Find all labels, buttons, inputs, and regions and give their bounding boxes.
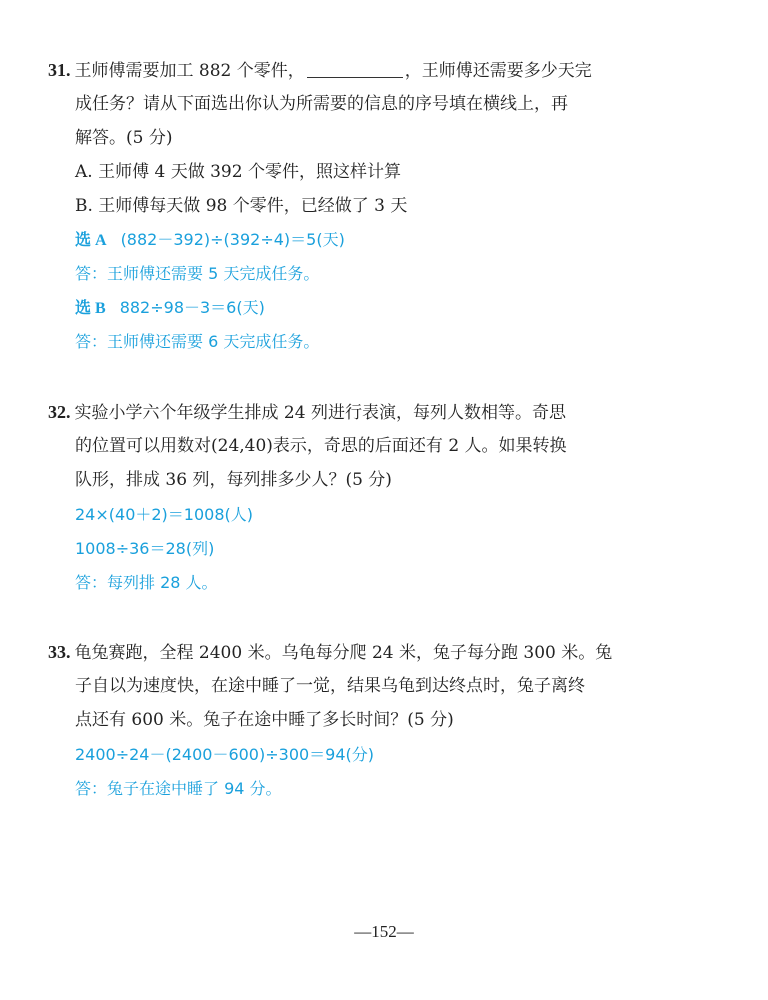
answer-blank[interactable]: [307, 59, 403, 78]
q33-line-2: 子自以为速度快，在途中睡了一觉，结果乌龟到达终点时，兔子离终: [75, 676, 585, 696]
q31-answer-a-text: 答：王师傅还需要 5 天完成任务。: [75, 264, 320, 283]
q33-answer-text: 答：兔子在途中睡了 94 分。: [75, 779, 282, 798]
q32-answer-text: 答：每列排 28 人。: [75, 573, 218, 592]
page-number: —152—: [354, 922, 414, 941]
formula: (882－392)÷(392÷4)＝5(天): [120, 230, 345, 249]
q31-option-a: A. 王师傅 4 天做 392 个零件，照这样计算: [75, 162, 401, 182]
q31-answer-a-formula: [75, 228, 345, 253]
q32-line-3: 队形，排成 36 列，每列排多少人？(5 分): [75, 470, 392, 490]
q33-text: 龟兔赛跑，全程 2400 米。乌龟每分爬 24 米，兔子每分跑 300 米。兔: [74, 643, 613, 663]
question-number: 32.: [48, 402, 71, 422]
choice-label: 选 A: [75, 232, 107, 249]
q33-line-3: 点还有 600 米。兔子在途中睡了多长时间？(5 分): [75, 710, 454, 730]
q32-text: 实验小学六个年级学生排成 24 列进行表演，每列人数相等。奇思: [74, 403, 566, 423]
q33-answer-step-1: 2400÷24－(2400－600)÷300＝94(分): [75, 745, 375, 764]
q31-text-part-1: 王师傅需要加工 882 个零件，: [74, 61, 305, 81]
q32-line-1: [48, 400, 566, 425]
formula: 882÷98－3＝6(天): [119, 298, 265, 317]
q31-answer-b-text: 答：王师傅还需要 6 天完成任务。: [75, 332, 320, 351]
q31-answer-b-formula: [75, 296, 265, 321]
q32-line-2: 的位置可以用数对(24,40)表示，奇思的后面还有 2 人。如果转换: [75, 436, 567, 456]
q31-text-part-2: ，王师傅还需要多少天完: [404, 61, 592, 81]
q33-line-1: [48, 640, 612, 665]
q31-line-2: 成任务？请从下面选出你认为所需要的信息的序号填在横线上，再: [75, 94, 568, 114]
q31-line-1: [48, 58, 592, 83]
question-number: 33.: [48, 642, 71, 662]
q32-answer-step-2: 1008÷36＝28(列): [75, 539, 215, 558]
q31-line-3: 解答。(5 分): [75, 128, 173, 148]
q31-option-b: B. 王师傅每天做 98 个零件，已经做了 3 天: [75, 196, 408, 216]
question-number: 31.: [48, 60, 71, 80]
q32-answer-step-1: 24×(40＋2)＝1008(人): [75, 505, 253, 524]
choice-label: 选 B: [75, 300, 106, 317]
